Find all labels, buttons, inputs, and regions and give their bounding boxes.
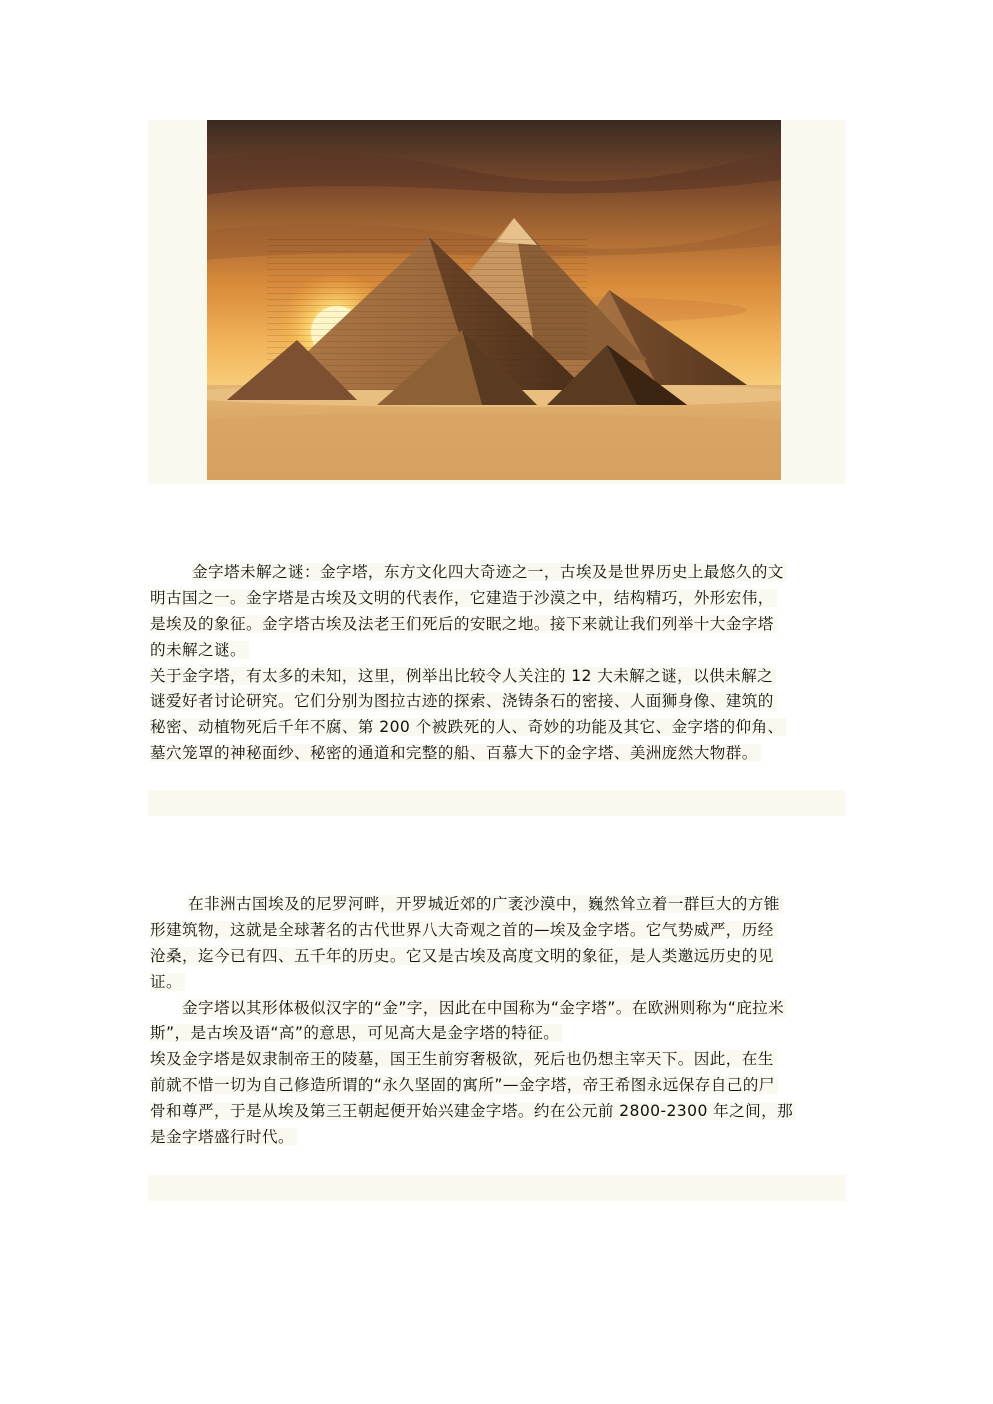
section-1-paragraph (150, 560, 850, 767)
text-line: 是埃及的象征。金字塔古埃及法老王们死后的安眠之地。接下来就让我们列举十大金字塔 (150, 612, 850, 638)
text-line: 是金字塔盛行时代。 (150, 1125, 850, 1151)
pyramids-photo (207, 120, 781, 480)
text-line: 金字塔以其形体极似汉字的“金”字，因此在中国称为“金字塔”。在欧洲则称为“庇拉米 (150, 996, 850, 1022)
section-2-paragraph (150, 892, 850, 1151)
text-line: 的未解之谜。 (150, 638, 850, 664)
text-line: 明古国之一。金字塔是古埃及文明的代表作，它建造于沙漠之中，结构精巧，外形宏伟， (150, 586, 850, 612)
photo-frame (148, 120, 845, 484)
text-line: 前就不惜一切为自己修造所谓的“永久坚固的寓所”—金字塔，帝王希图永远保存自己的尸 (150, 1073, 850, 1099)
text-line: 形建筑物，这就是全球著名的古代世界八大奇观之首的—埃及金字塔。它气势威严，历经 (150, 918, 850, 944)
pyramids-illustration (207, 120, 781, 480)
divider-strip (148, 790, 845, 816)
text-line: 骨和尊严，于是从埃及第三王朝起便开始兴建金字塔。约在公元前 2800-2300 年之间，那 (150, 1099, 850, 1125)
text-line: 沧桑，迄今已有四、五千年的历史。它又是古埃及高度文明的象征，是人类邀远历史的见 (150, 944, 850, 970)
text-line: 墓穴笼罩的神秘面纱、秘密的通道和完整的船、百慕大下的金字塔、美洲庞然大物群。 (150, 741, 850, 767)
text-line: 关于金字塔，有太多的未知，这里，例举出比较令人关注的 12 大未解之谜，以供未解之 (150, 664, 850, 690)
text-line: 斯”，是古埃及语“高”的意思，可见高大是金字塔的特征。 (150, 1021, 850, 1047)
text-line: 谜爱好者讨论研究。它们分别为图拉古迹的探索、浇铸条石的密接、人面狮身像、建筑的 (150, 689, 850, 715)
divider-strip (148, 1175, 845, 1201)
text-line: 证。 (150, 970, 850, 996)
text-line: 金字塔未解之谜：金字塔，东方文化四大奇迹之一，古埃及是世界历史上最悠久的文 (150, 560, 850, 586)
text-line: 埃及金字塔是奴隶制帝王的陵墓，国王生前穷奢极欲，死后也仍想主宰天下。因此，在生 (150, 1047, 850, 1073)
text-line: 秘密、动植物死后千年不腐、第 200 个被跌死的人、奇妙的功能及其它、金字塔的仰角、 (150, 715, 850, 741)
text-line: 在非洲古国埃及的尼罗河畔，开罗城近郊的广袤沙漠中，巍然耸立着一群巨大的方锥 (150, 892, 850, 918)
